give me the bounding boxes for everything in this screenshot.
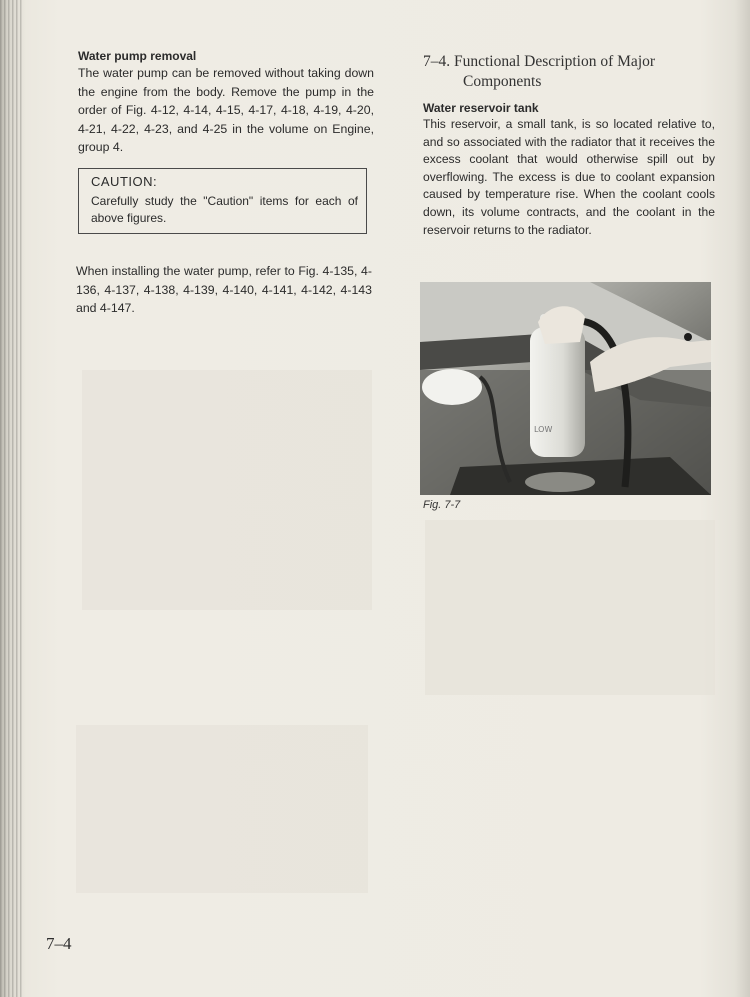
show-through-shadow bbox=[76, 725, 368, 893]
svg-text:LOW: LOW bbox=[534, 425, 553, 434]
section-title-line2: Components bbox=[463, 73, 542, 90]
installation-note bbox=[76, 262, 372, 318]
caution-title: CAUTION: bbox=[91, 174, 158, 189]
section-title bbox=[423, 52, 715, 92]
page-number: 7–4 bbox=[46, 934, 72, 953]
show-through-shadow bbox=[82, 370, 372, 610]
functional-description-section bbox=[423, 52, 715, 239]
caution-text: Carefully study the "Caution" items for each of above figures. bbox=[91, 194, 358, 225]
reservoir-paragraph: This reservoir, a small tank, is so located relative to, and so associated with the radiator that it receives the excess coolant that would otherwise spill out by overflowing. The excess is due to coolant expansion caused by temperature rise. When the coolant cools down, its volume contracts, and the coolant in the reservoir returns to the radiator. bbox=[423, 117, 715, 237]
section-heading: Water pump removal bbox=[78, 49, 197, 63]
reservoir-tank-photo bbox=[420, 282, 711, 495]
book-binding-edge bbox=[0, 0, 24, 997]
installation-paragraph: When installing the water pump, refer to Fig. 4-135, 4-136, 4-137, 4-138, 4-139, 4-140, 4-141, 4-142, 4-143 and 4-147. bbox=[76, 264, 372, 316]
subheading: Water reservoir tank bbox=[423, 101, 539, 115]
caution-box bbox=[78, 168, 367, 234]
section-title-line1: 7–4. Functional Description of Major bbox=[423, 53, 656, 70]
water-pump-removal-section bbox=[78, 48, 374, 157]
show-through-shadow bbox=[425, 520, 715, 695]
engine-bay-illustration bbox=[420, 282, 711, 495]
removal-paragraph: The water pump can be removed without taking down the engine from the body. Remove the pump in the order of Fig. 4-12, 4-14, 4-15, 4-17, 4-18, 4-19, 4-20, 4-21, 4-22, 4-23, and 4-25 in the volume on Engine, group 4. bbox=[78, 66, 374, 155]
figure-caption: Fig. 7-7 bbox=[423, 499, 461, 511]
